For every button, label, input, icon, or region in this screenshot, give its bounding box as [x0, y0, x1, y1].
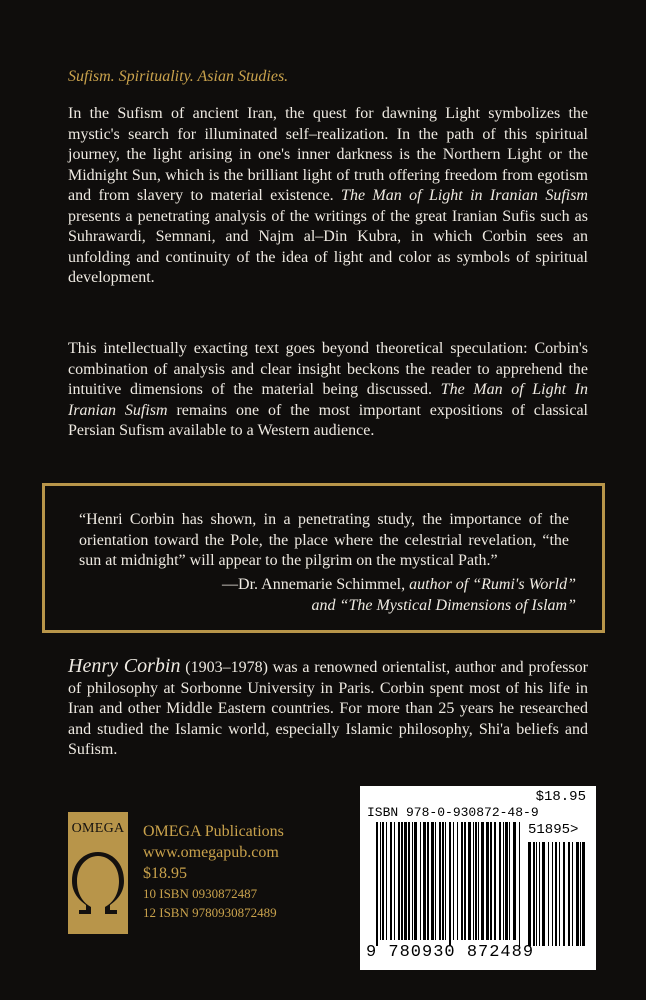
barcode-bar — [505, 822, 508, 940]
author-name: Henry Corbin — [68, 655, 181, 677]
barcode-bar — [555, 842, 557, 946]
barcode-bar — [509, 822, 510, 940]
omega-icon — [71, 852, 125, 922]
barcode-price: $18.95 — [535, 789, 586, 805]
barcode-addon-number: 51895> — [528, 822, 579, 838]
barcode-bar — [572, 842, 573, 946]
barcode-bar — [398, 822, 400, 940]
barcode-bar — [490, 822, 492, 940]
logo-word: OMEGA — [71, 821, 125, 836]
barcode-isbn-label: ISBN 978-0-930872-48-9 — [367, 805, 539, 820]
barcode-bar — [461, 822, 463, 940]
attribution-works-1: author of “Rumi's World” — [409, 576, 576, 593]
barcode-bar — [423, 822, 426, 940]
barcode-bar — [453, 822, 454, 940]
barcode-bar — [431, 822, 434, 940]
barcode-bar — [394, 822, 395, 940]
barcode-bar — [533, 842, 535, 946]
barcode-bar — [582, 842, 585, 946]
quote-attribution — [222, 575, 576, 616]
barcode-bar — [408, 822, 410, 940]
barcode-bar — [445, 822, 446, 940]
publisher-isbn10: 10 ISBN 0930872487 — [143, 886, 258, 901]
barcode-box — [360, 786, 596, 970]
desc-p1-text-a: In the Sufism of ancient Iran, the quest for dawning Light symbolizes the mystic's search for illuminated self–realization. In the path of this spiritual journey, the light arising in one's inner darkness is the Northern Light or the Midnight Sun, which is the brilliant light of truth offering freedom from egotism and from slavery to material existence. — [68, 105, 588, 204]
barcode-bar — [468, 822, 471, 940]
author-bio — [68, 656, 588, 761]
barcode-bar — [376, 822, 378, 946]
description-paragraph-2 — [68, 339, 588, 442]
barcode-bar — [475, 822, 477, 940]
publisher-website[interactable]: www.omegapub.com — [143, 844, 279, 861]
barcode-bar — [390, 822, 392, 940]
attribution-name: —Dr. Annemarie Schimmel, — [222, 576, 410, 593]
publisher-info — [143, 821, 284, 922]
quote-text: “Henri Corbin has shown, in a penetrating study, the importance of the orientation toward the Pole, the place where the celestrial revelation, “the sun at midnight” will appear to the pilgrim on the mystical Path.” — [79, 511, 569, 569]
barcode-bar — [542, 842, 545, 946]
barcode-bar — [548, 842, 549, 946]
genre-line: Sufism. Spirituality. Asian Studies. — [68, 68, 289, 85]
barcode-bar — [420, 822, 421, 940]
barcode-bar — [576, 842, 579, 946]
desc-p1-text-b: presents a penetrating analysis of the writings of the great Iranian Sufis such as Suhrawardi, Semnani, and Najm al–Din Kubra, in which Corbin sees an unfolding and continuity of the idea of light and color as symbols of spiritual development. — [68, 207, 588, 286]
barcode-bar — [513, 822, 516, 940]
barcode-bar — [473, 822, 474, 940]
barcode-ean-digits: 9 780930 872489 — [366, 943, 535, 962]
barcode-bar — [414, 822, 417, 940]
barcode-bar — [380, 822, 381, 940]
barcode-bar — [457, 822, 458, 940]
barcode-bar — [499, 822, 501, 940]
barcode-bar — [412, 822, 413, 940]
barcode-bar — [386, 822, 387, 940]
desc-p2-text-b: remains one of the most important expositions of classical Persian Sufism available to a Western audience. — [68, 401, 589, 439]
barcode-bar — [536, 842, 537, 946]
barcode-bar — [449, 822, 451, 946]
barcode-bar — [478, 822, 479, 940]
barcode-bar — [503, 822, 504, 940]
author-bio-text: (1903–1978) was a renowned orientalist, author and professor of philosophy at Sorbonne University in Paris. Corbin spent most of his life in Iran and other Middle Eastern countries. For more than 25 years he researched and studied the Islamic world, especially Islamic philosophy, Shi'a beliefs and Sufism. — [68, 659, 588, 758]
barcode-bar — [464, 822, 466, 940]
barcode-bar — [404, 822, 407, 940]
barcode-bar — [435, 822, 436, 940]
publisher-isbn13: 12 ISBN 9780930872489 — [143, 905, 277, 920]
barcode-bar — [442, 822, 444, 940]
desc-p2-text-a: This intellectually exacting text goes beyond theoretical speculation: Corbin's combination of analysis and clear insight beckons the reader to apprehend the intuitive dimensions of the material being discussed. — [68, 340, 588, 398]
barcode-bar — [486, 822, 489, 940]
barcode-bar — [528, 842, 531, 946]
barcode-bar — [401, 822, 403, 940]
barcode-bar — [494, 822, 496, 940]
barcode-bar — [563, 842, 565, 946]
barcode-bar — [481, 822, 484, 940]
barcode-bar — [568, 842, 570, 946]
description-paragraph-1 — [68, 104, 588, 289]
barcode-bar — [382, 822, 384, 940]
omega-logo — [68, 812, 128, 934]
publisher-price: $18.95 — [143, 865, 187, 882]
desc-p2-book-title: The Man of Light In Iranian Sufism — [68, 381, 589, 419]
quote-box — [42, 483, 605, 633]
barcode-bar — [519, 822, 520, 946]
barcode-bar — [539, 842, 540, 946]
barcode-bar — [580, 842, 581, 946]
publisher-name: OMEGA Publications — [143, 823, 284, 840]
barcode-bar — [552, 842, 553, 946]
desc-p1-book-title: The Man of Light in Iranian Sufism — [341, 187, 588, 204]
barcode-bar — [559, 842, 560, 946]
barcode-bar — [427, 822, 429, 940]
attribution-works-2: and “The Mystical Dimensions of Islam” — [311, 596, 576, 614]
barcode-bar — [439, 822, 441, 940]
